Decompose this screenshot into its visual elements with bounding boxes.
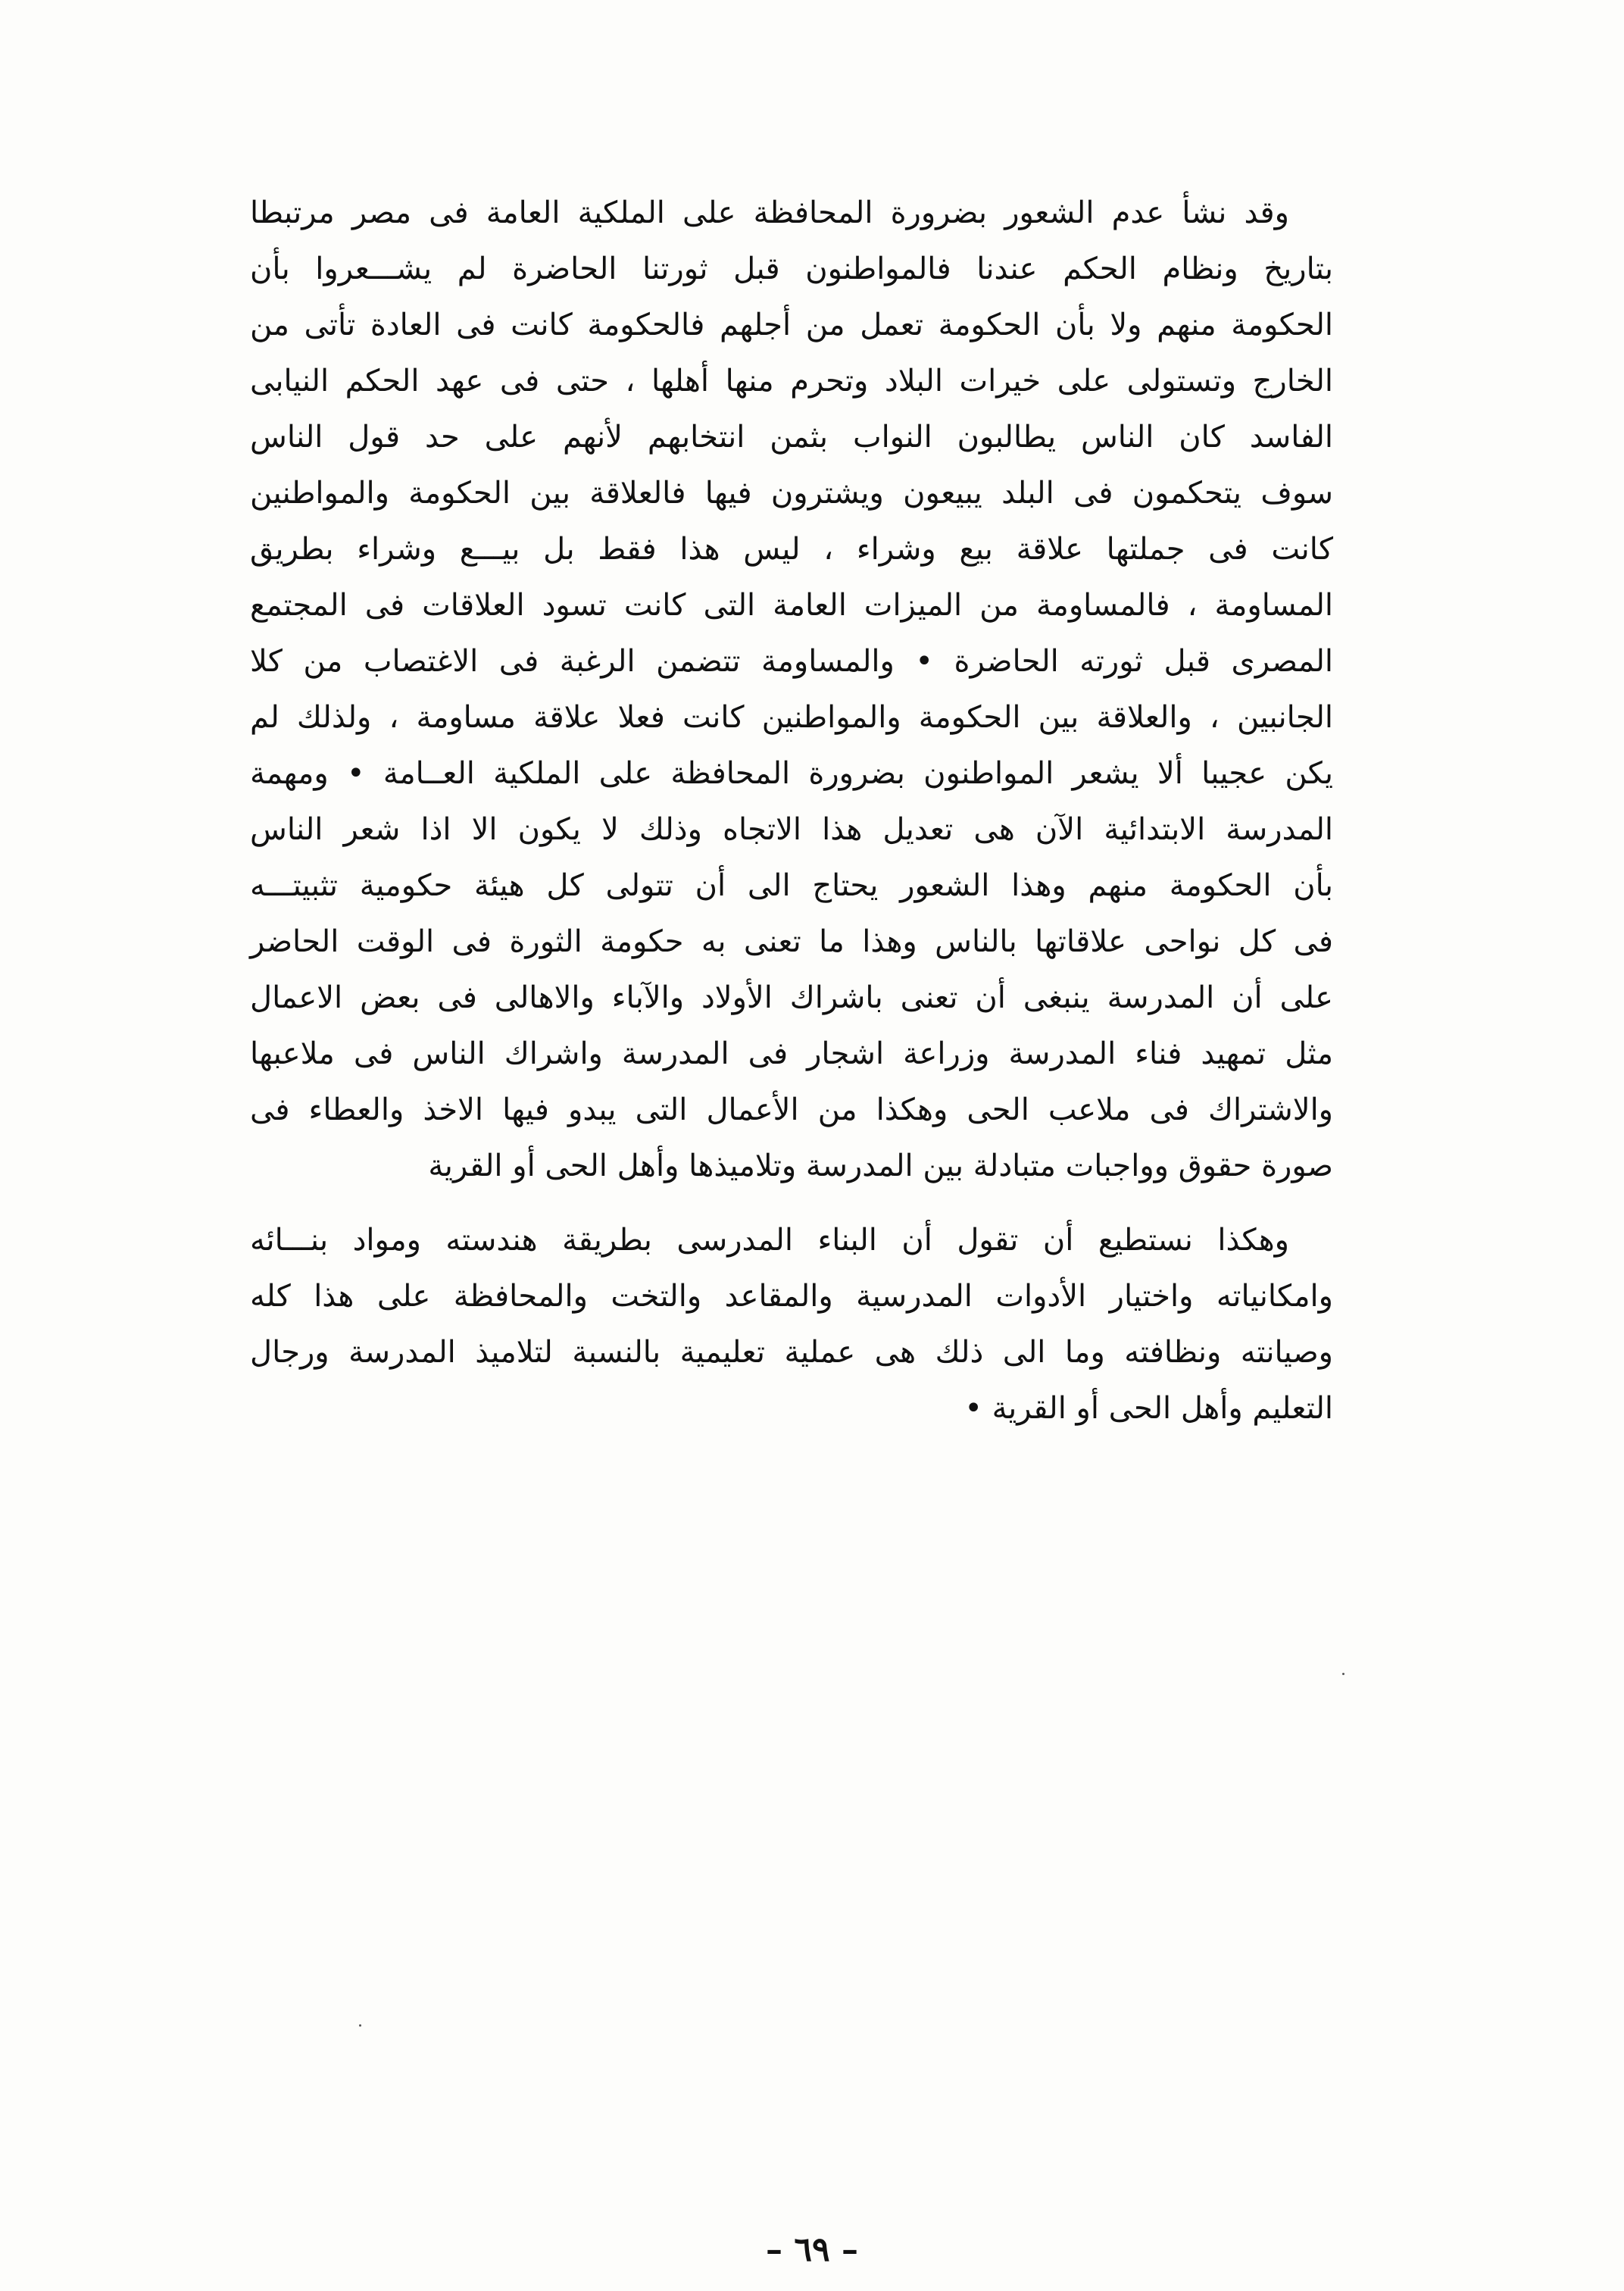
text-line: فى كل نواحى علاقاتها بالناس وهذا ما تعنى به حكومة الثورة فى الوقت الحاضر: [250, 924, 1333, 959]
text-line: الفاسد كان الناس يطالبون النواب بثمن انتخابهم لأنهم على حد قول الناس: [250, 420, 1333, 455]
text-line: سوف يتحكمون فى البلد يبيعون ويشترون فيها فالعلاقة بين الحكومة والمواطنين: [250, 476, 1333, 511]
text-line: المدرسة الابتدائية الآن هى تعديل هذا الاتجاه وذلك لا يكون الا اذا شعر الناس: [250, 812, 1333, 847]
text-line: الجانبين ، والعلاقة بين الحكومة والمواطنين كانت فعلا علاقة مساومة ، ولذلك لم: [250, 700, 1333, 735]
text-line: المصرى قبل ثورته الحاضرة • والمساومة تتضمن الرغبة فى الاغتصاب من كلا: [250, 644, 1333, 679]
paragraph-2: [250, 1212, 1333, 1436]
text-line: صورة حقوق وواجبات متبادلة بين المدرسة وتلاميذها وأهل الحى أو القرية: [428, 1149, 1333, 1183]
paragraph-1: [250, 185, 1333, 1194]
text-line: وقد نشأ عدم الشعور بضرورة المحافظة على الملكية العامة فى مصر مرتبطا: [250, 195, 1289, 230]
scan-speck: [359, 2024, 361, 2027]
text-line: مثل تمهيد فناء المدرسة وزراعة اشجار فى المدرسة واشراك الناس فى ملاعبها: [250, 1036, 1333, 1071]
text-line: المساومة ، فالمساومة من الميزات العامة التى كانت تسود العلاقات فى المجتمع: [250, 588, 1333, 623]
text-line: الخارج وتستولى على خيرات البلاد وتحرم منها أهلها ، حتى فى عهد الحكم النيابى: [250, 364, 1334, 399]
text-line: والاشتراك فى ملاعب الحى وهكذا من الأعمال التى يبدو فيها الاخذ والعطاء فى: [250, 1092, 1333, 1127]
scan-speck: [1342, 1673, 1344, 1675]
text-line: يكن عجيبا ألا يشعر المواطنون بضرورة المحافظة على الملكية العــامة • ومهمة: [250, 756, 1333, 791]
text-line: الحكومة منهم ولا بأن الحكومة تعمل من أجلهم فالحكومة كانت فى العادة تأتى من: [250, 308, 1333, 342]
text-line: وامكانياته واختيار الأدوات المدرسية والمقاعد والتخت والمحافظة على هذا كله: [250, 1279, 1333, 1314]
text-line: بأن الحكومة منهم وهذا الشعور يحتاج الى أن تتولى كل هيئة حكومية تثبيتـــه: [250, 868, 1333, 903]
page-number: – ٦٩ –: [766, 2230, 858, 2269]
text-line: التعليم وأهل الحى أو القرية •: [964, 1391, 1333, 1426]
text-line: وصيانته ونظافته وما الى ذلك هى عملية تعليمية بالنسبة لتلاميذ المدرسة ورجال: [250, 1335, 1333, 1370]
text-line: على أن المدرسة ينبغى أن تعنى باشراك الأولاد والآباء والاهالى فى بعض الاعمال: [250, 980, 1333, 1015]
text-line: بتاريخ ونظام الحكم عندنا فالمواطنون قبل ثورتنا الحاضرة لم يشـــعروا بأن: [250, 252, 1333, 286]
text-line: وهكذا نستطيع أن تقول أن البناء المدرسى بطريقة هندسته ومواد بنـــائه: [250, 1223, 1289, 1258]
text-line: كانت فى جملتها علاقة بيع وشراء ، ليس هذا فقط بل بيـــع وشراء بطريق: [250, 532, 1333, 567]
